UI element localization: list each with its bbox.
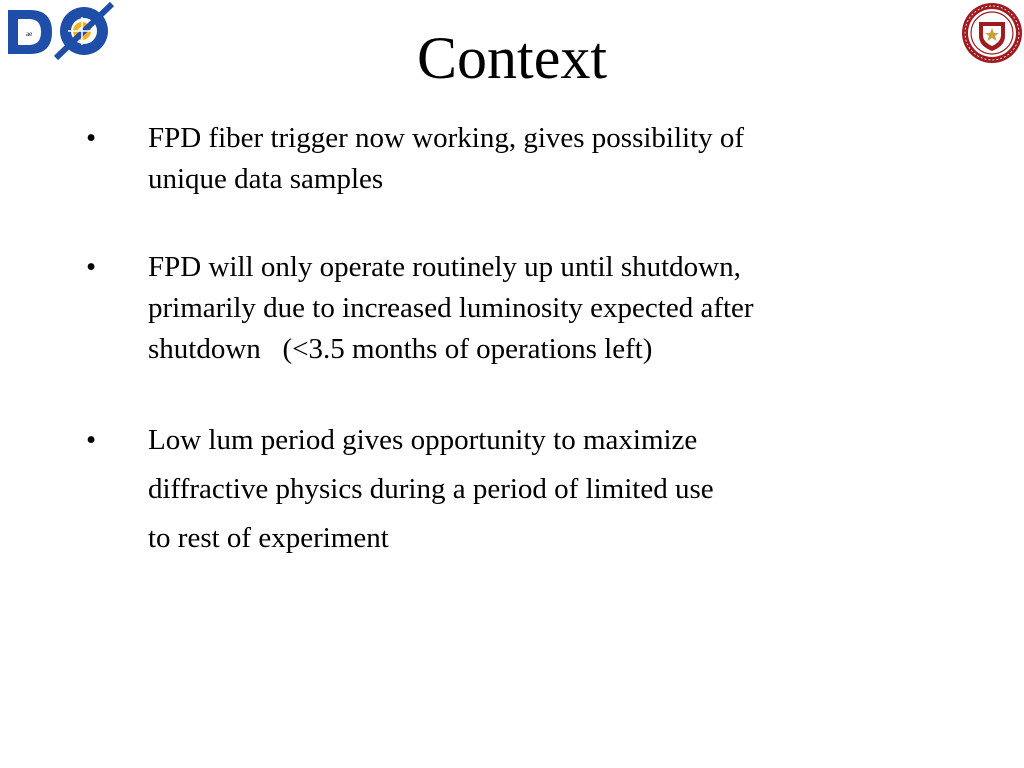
bullet-text-line: to rest of experiment [148,522,389,554]
bullet-point-icon: • [86,424,97,456]
bullet-text-line: shutdown (<3.5 months of operations left) [148,333,653,365]
bullet-point-icon: • [86,251,97,283]
bullet-text-line: Low lum period gives opportunity to maximize [148,424,698,456]
bullet-text-line: FPD will only operate routinely up until shutdown, [148,251,741,283]
svg-text:ae: ae [26,30,33,38]
bullet-text-line: diffractive physics during a period of limited use [148,473,714,505]
bullet-text-line: FPD fiber trigger now working, gives possibility of [148,122,745,154]
bullet-item [86,247,886,370]
bullet-text-line: unique data samples [148,163,384,195]
bullet-item [86,416,886,563]
bullet-point-icon: • [86,122,97,154]
bullet-item [86,118,886,200]
bullet-text-line: primarily due to increased luminosity expected after [148,292,754,324]
bullet-list [86,118,886,563]
slide-title: Context [417,25,607,91]
university-seal-icon [961,2,1023,64]
